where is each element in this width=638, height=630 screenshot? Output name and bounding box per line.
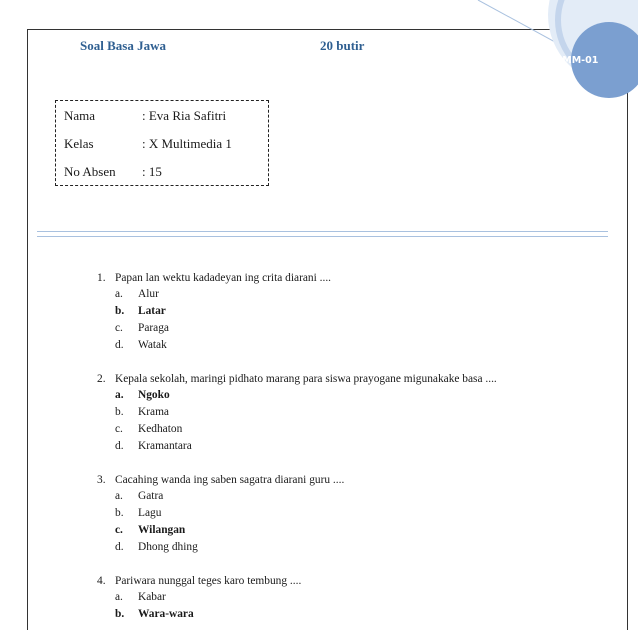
option-item (115, 539, 617, 556)
option-text: Latar (138, 305, 166, 317)
option-letter: c. (115, 322, 123, 334)
option-text: Kabar (138, 591, 166, 603)
option-text: Kedhaton (138, 423, 183, 435)
question-list (97, 270, 617, 630)
option-text: Krama (138, 406, 169, 418)
absen-label: No Absen (64, 164, 116, 179)
question-text (97, 371, 617, 387)
option-letter: a. (115, 288, 123, 300)
class-label: Kelas (64, 136, 94, 151)
identity-row-class (64, 136, 232, 152)
option-item (115, 505, 617, 522)
option-text: Watak (138, 339, 167, 351)
question-stem: Kepala sekolah, maringi pidhato marang para siswa prayogane migunakake basa .... (115, 373, 497, 385)
option-item-correct (115, 387, 617, 404)
option-letter: d. (115, 541, 124, 553)
question-number: 2. (97, 373, 106, 385)
class-value: : X Multimedia 1 (142, 136, 232, 151)
question-number: 1. (97, 272, 106, 284)
option-item (115, 421, 617, 438)
option-item (115, 488, 617, 505)
option-letter: b. (115, 608, 125, 620)
question-item (97, 270, 617, 354)
document-title: Soal Basa Jawa (80, 38, 166, 53)
option-item-correct (115, 303, 617, 320)
question-stem: Pariwara nunggal teges karo tembung .... (115, 575, 302, 587)
option-text: Ngoko (138, 389, 170, 401)
name-value: : Eva Ria Safitri (142, 108, 227, 123)
option-item (115, 320, 617, 337)
question-number: 4. (97, 575, 106, 587)
option-text: Wilangan (138, 524, 186, 536)
option-letter: b. (115, 305, 125, 317)
option-letter: a. (115, 490, 123, 502)
name-label: Nama (64, 108, 96, 123)
question-text (97, 270, 617, 286)
identity-row-name (64, 108, 226, 124)
option-item (115, 589, 617, 606)
header-separator-line (37, 231, 608, 232)
option-letter: d. (115, 440, 124, 452)
question-item (97, 573, 617, 623)
option-list (115, 286, 617, 354)
option-item-correct (115, 522, 617, 539)
option-letter: d. (115, 339, 124, 351)
question-number: 3. (97, 474, 106, 486)
option-letter: c. (115, 524, 123, 536)
option-text: Wara-wara (138, 608, 194, 620)
question-stem: Cacahing wanda ing saben sagatra diarani guru .... (115, 474, 345, 486)
class-badge: X MM-01 (551, 55, 599, 66)
question-item (97, 371, 617, 455)
identity-row-absen (64, 164, 162, 180)
option-letter: a. (115, 389, 124, 401)
option-letter: a. (115, 591, 123, 603)
option-letter: b. (115, 406, 124, 418)
option-list (115, 589, 617, 623)
option-text: Kramantara (138, 440, 192, 452)
option-list (115, 387, 617, 455)
option-letter: b. (115, 507, 124, 519)
option-item (115, 404, 617, 421)
question-count: 20 butir (320, 38, 365, 53)
option-item (115, 286, 617, 303)
header-separator-line (37, 236, 608, 237)
option-text: Paraga (138, 322, 169, 334)
option-item (115, 438, 617, 455)
question-item (97, 472, 617, 556)
absen-value: : 15 (142, 164, 162, 179)
option-text: Lagu (138, 507, 162, 519)
option-text: Alur (138, 288, 159, 300)
identity-box (55, 100, 269, 186)
question-stem: Papan lan wektu kadadeyan ing crita diarani .... (115, 272, 332, 284)
option-text: Dhong dhing (138, 541, 198, 553)
option-text: Gatra (138, 490, 164, 502)
page-border-left (27, 29, 28, 630)
option-item (115, 337, 617, 354)
option-item-correct (115, 606, 617, 623)
option-list (115, 488, 617, 556)
question-text (97, 472, 617, 488)
option-letter: c. (115, 423, 123, 435)
question-text (97, 573, 617, 589)
